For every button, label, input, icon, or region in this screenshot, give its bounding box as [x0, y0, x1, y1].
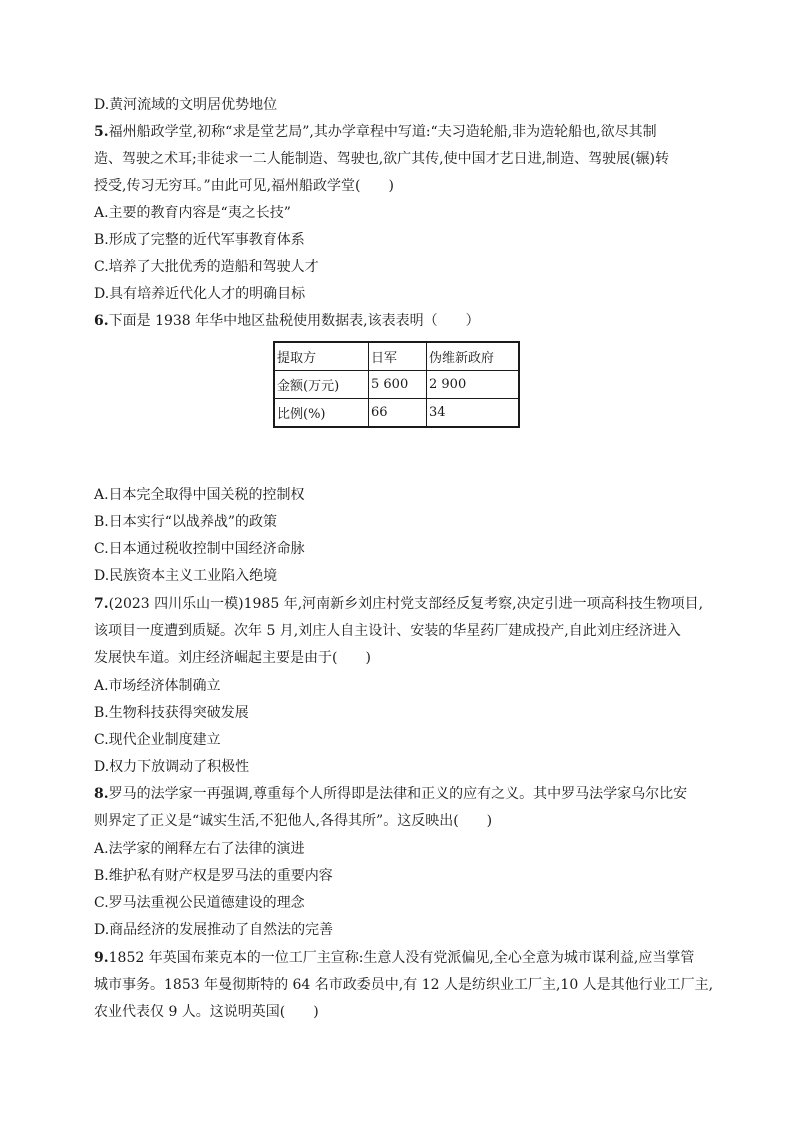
- q9-number: 9.: [94, 950, 109, 966]
- q9-stem-text-1: 1852 年英国布莱克本的一位工厂主宣称:生意人没有党派偏见,全心全意为城市谋利益,应当掌管: [108, 950, 695, 966]
- table-header-cell: 提取方: [274, 342, 369, 371]
- q4-option-d: D.黄河流域的文明居优势地位: [94, 97, 278, 113]
- q7-option-d: D.权力下放调动了积极性: [94, 759, 250, 775]
- q5-stem-line-3: 授受,传习无穷耳。”由此可见,福州船政学堂( ): [94, 178, 394, 194]
- q6-stem: [94, 311, 480, 331]
- q8-option-d: D.商品经济的发展推动了自然法的完善: [94, 922, 334, 938]
- q5-stem-text-1: 福州船政学堂,初称“求是堂艺局”,其办学章程中写道:“夫习造轮船,非为造轮船也,欲尽其制: [108, 124, 657, 140]
- table-cell: 66: [369, 399, 427, 428]
- q6-number: 6.: [94, 313, 109, 329]
- q5-option-a: A.主要的教育内容是“夷之长技”: [94, 205, 291, 221]
- table-cell: 金额(万元): [274, 371, 369, 399]
- table-cell: 比例(%): [274, 399, 369, 428]
- q7-option-b: B.生物科技获得突破发展: [94, 705, 249, 721]
- q6-stem-text: 下面是 1938 年华中地区盐税使用数据表,该表表明（ ）: [108, 313, 480, 329]
- q9-stem-line-2: 城市事务。1853 年曼彻斯特的 64 名市政委员中,有 12 人是纺织业工厂主,10 人是其他行业工厂主,: [94, 977, 714, 993]
- q5-stem-line-1: [94, 122, 657, 142]
- q9-stem-line-1: [94, 948, 694, 968]
- table-header-row: [274, 342, 519, 371]
- table-cell: 34: [427, 399, 520, 428]
- table-row: [274, 399, 519, 428]
- q8-option-c: C.罗马法重视公民道德建设的理念: [94, 895, 305, 911]
- q7-number: 7.: [94, 596, 109, 612]
- table-header-cell: 伪维新政府: [427, 342, 520, 371]
- q7-option-c: C.现代企业制度建立: [94, 732, 221, 748]
- table-header-cell: 日军: [369, 342, 427, 371]
- q6-option-d: D.民族资本主义工业陷入绝境: [94, 568, 278, 584]
- q9-stem-line-3: 农业代表仅 9 人。这说明英国( ): [94, 1004, 319, 1020]
- q8-number: 8.: [94, 786, 109, 802]
- q8-stem-line-1: [94, 784, 687, 804]
- table-cell: 2 900: [427, 371, 520, 399]
- table-row: [274, 371, 519, 399]
- q5-option-c: C.培养了大批优秀的造船和驾驶人才: [94, 259, 319, 275]
- q8-stem-text-1: 罗马的法学家一再强调,尊重每个人所得即是法律和正义的应有之义。其中罗马法学家乌尔比安: [108, 786, 688, 802]
- q5-number: 5.: [94, 124, 109, 140]
- q5-stem-line-2: 造、驾驶之术耳;非徒求一二人能制造、驾驶也,欲广其传,使中国才艺日进,制造、驾驶展(辗)转: [94, 151, 669, 167]
- q7-stem-text-1: (2023 四川乐山一模)1985 年,河南新乡刘庄村党支部经反复考察,决定引进一项高科技生物项目,: [108, 596, 704, 612]
- q7-stem-line-3: 发展快车道。刘庄经济崛起主要是由于( ): [94, 650, 371, 666]
- q8-option-b: B.维护私有财产权是罗马法的重要内容: [94, 868, 333, 884]
- salt-tax-table: [273, 341, 520, 428]
- q5-option-d: D.具有培养近代化人才的明确目标: [94, 286, 306, 302]
- q6-option-b: B.日本实行“以战养战”的政策: [94, 514, 278, 530]
- q8-option-a: A.法学家的阐释左右了法律的演进: [94, 841, 305, 857]
- q8-stem-line-2: 则界定了正义是“诚实生活,不犯他人,各得其所”。这反映出( ): [94, 813, 493, 829]
- q6-option-a: A.日本完全取得中国关税的控制权: [94, 487, 305, 503]
- q5-option-b: B.形成了完整的近代军事教育体系: [94, 232, 305, 248]
- q7-stem-line-1: [94, 594, 703, 614]
- table-cell: 5 600: [369, 371, 427, 399]
- q7-option-a: A.市场经济体制确立: [94, 678, 221, 694]
- q6-option-c: C.日本通过税收控制中国经济命脉: [94, 541, 305, 557]
- q7-stem-line-2: 该项目一度遭到质疑。次年 5 月,刘庄人自主设计、安装的华星药厂建成投产,自此刘庄经济进入: [94, 623, 681, 639]
